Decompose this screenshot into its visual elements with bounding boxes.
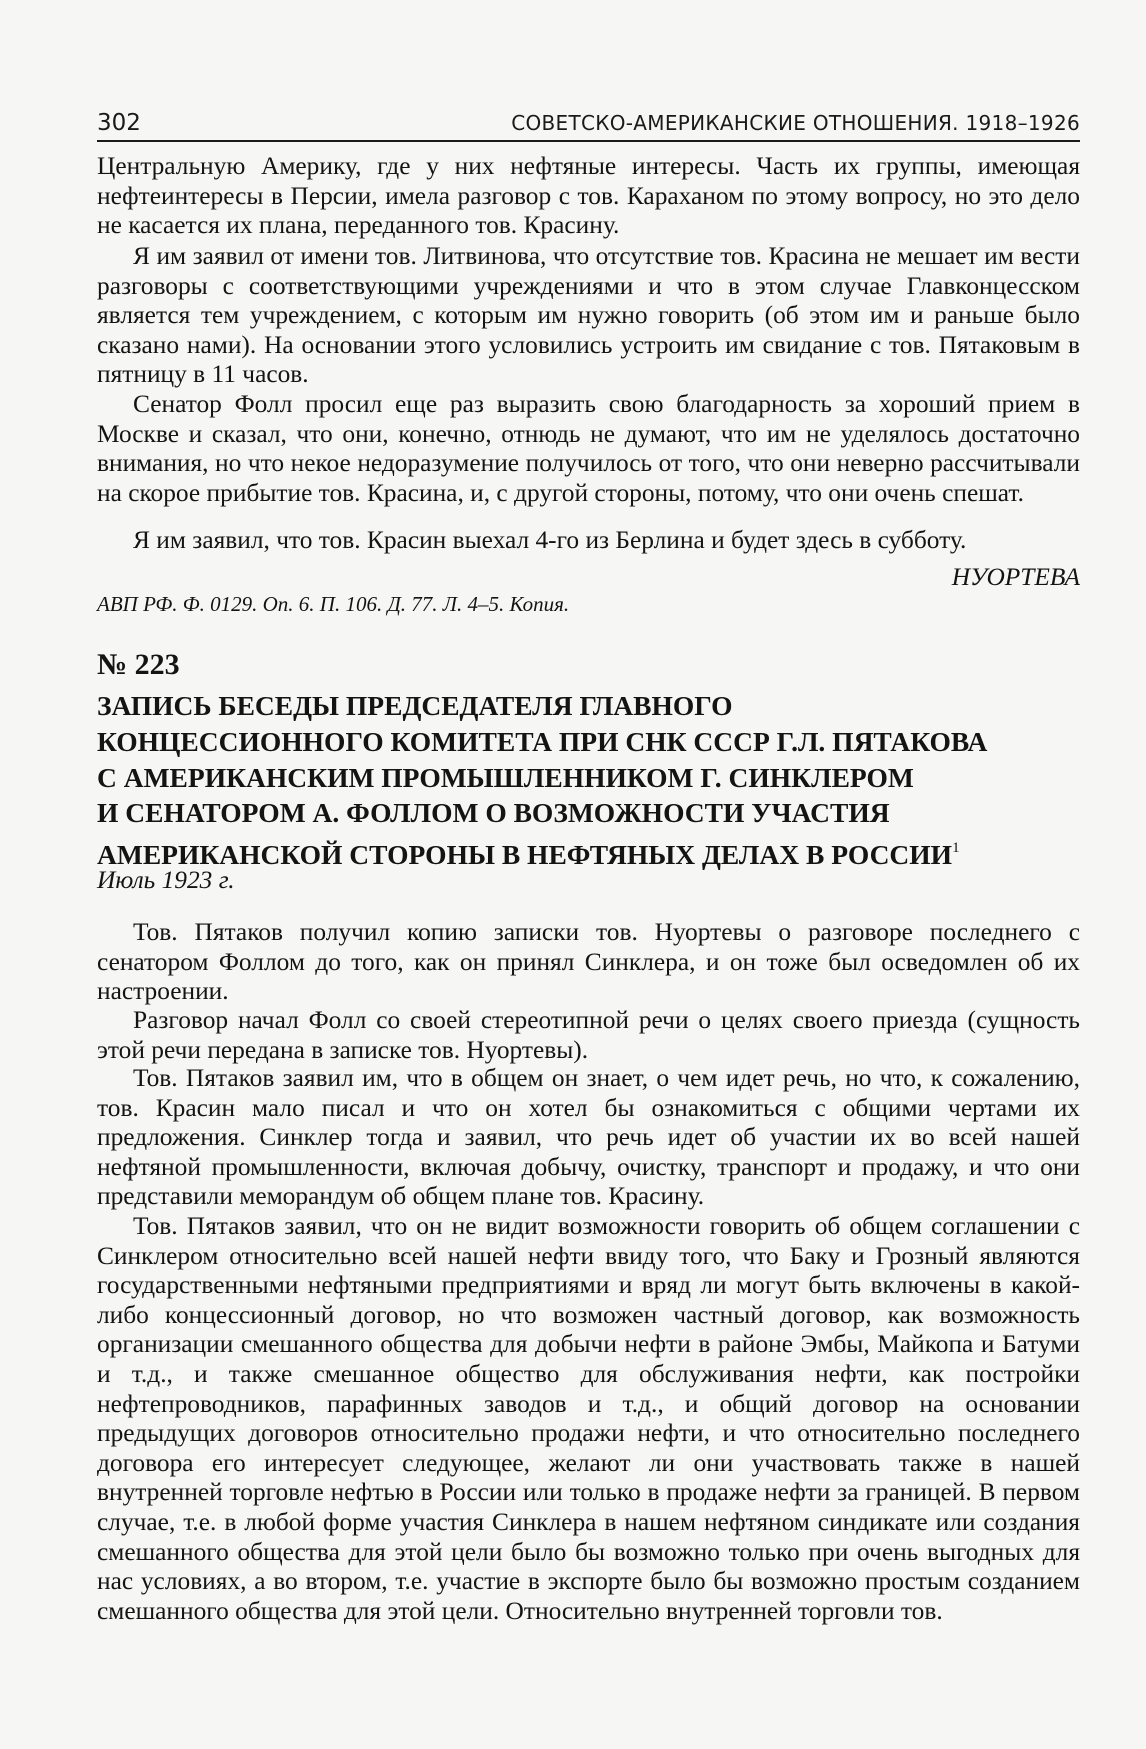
title-line: И СЕНАТОРОМ А. ФОЛЛОМ О ВОЗМОЖНОСТИ УЧАСТИЯ: [97, 797, 890, 829]
running-title: СОВЕТСКО-АМЕРИКАНСКИЕ ОТНОШЕНИЯ. 1918–1926: [511, 111, 1080, 135]
page-header: [97, 106, 1080, 142]
paragraph: Тов. Пятаков заявил, что он не видит возможности говорить об общем соглашении с Синклером относительно всей нашей нефти ввиду того, что Баку и Грозный являются государственными нефтяными предприятиями и вряд ли могут быть включены в какой-либо концессионный договор, но что возможен частный договор, как возможность организации смешанного общества для добычи нефти в районе Эмбы, Майкопа и Батуми и т.д., и также смешанное общество для обслуживания нефти, как постройки нефтепроводников, парафинных заводов и т.д., и общий договор на основании предыдущих договоров относительно продажи нефти, и что относительно последнего договора его интересует следующее, желают ли они участвовать также в нашей внутренней торговле нефтью в России или только в продаже нефти за границей. В первом случае, т.е. в любой форме участия Синклера в нашем нефтяном синдикате или создания смешанного общества для этой цели было бы возможно только при очень выгодных для нас условиях, а во втором, т.е. участие в экспорте было бы возможно простым созданием смешанного общества для этой цели. Относительно внутренней торговли тов.: [97, 1212, 1080, 1625]
paragraph: Я им заявил от имени тов. Литвинова, что отсутствие тов. Красина не мешает им вести разговоры с соответствующими учреждениями и что в этом случае Главконцесском является тем учреждением, с которым им нужно говорить (об этом им и раньше было сказано нами). На основании этого условились устроить им свидание с тов. Пятаковым в пятницу в 11 часов.: [97, 242, 1080, 389]
title-line: КОНЦЕССИОННОГО КОМИТЕТА ПРИ СНК СССР Г.Л. ПЯТАКОВА: [97, 725, 988, 757]
title-line: ЗАПИСЬ БЕСЕДЫ ПРЕДСЕДАТЕЛЯ ГЛАВНОГО: [97, 690, 733, 721]
title-line: С АМЕРИКАНСКИМ ПРОМЫШЛЕННИКОМ Г. СИНКЛЕРОМ: [97, 761, 914, 793]
paragraph: Я им заявил, что тов. Красин выехал 4-го из Берлина и будет здесь в субботу.: [133, 526, 967, 554]
title-line-text: АМЕРИКАНСКОЙ СТОРОНЫ В НЕФТЯНЫХ ДЕЛАХ В РОССИИ: [97, 839, 953, 871]
paragraph: Разговор начал Фолл со своей стереотипной речи о целях своего приезда (сущность этой речи передана в записке тов. Нуортевы).: [97, 1006, 1080, 1064]
paragraph: Тов. Пятаков получил копию записки тов. Нуортевы о разговоре последнего с сенатором Фоллом до того, как он принял Синклера, и он тоже был осведомлен об их настроении.: [97, 918, 1080, 1006]
footnote-mark: 1: [952, 840, 960, 857]
document-date: Июль 1923 г.: [97, 866, 235, 894]
page-number: 302: [97, 110, 141, 136]
archive-reference: АВП РФ. Ф. 0129. Оп. 6. П. 106. Д. 77. Л. 4–5. Копия.: [97, 592, 570, 616]
paragraph-continued: Центральную Америку, где у них нефтяные интересы. Часть их группы, имеющая нефтеинтересы в Персии, имела разговор с тов. Караханом по этому вопросу, но это дело не касается их плана, переданного тов. Красину.: [97, 152, 1080, 240]
title-line-last: [97, 831, 1087, 873]
document-title: [97, 688, 1087, 873]
document-number: № 223: [97, 648, 180, 681]
paragraph: Сенатор Фолл просил еще раз выразить свою благодарность за хороший прием в Москве и сказал, что они, конечно, отнюдь не думают, что им не уделялось достаточно внимания, но что некое недоразумение получилось от того, что они неверно рассчитывали на скорое прибытие тов. Красина, и, с другой стороны, потому, что они очень спешат.: [97, 390, 1080, 507]
paragraph: Тов. Пятаков заявил им, что в общем он знает, о чем идет речь, но что, к сожалению, тов. Красин мало писал и что он хотел бы ознакомиться с общими чертами их предложения. Синклер тогда и заявил, что речь идет об участии их во всей нашей нефтяной промышленности, включая добычу, очистку, транспорт и продажу, и что они представили меморандум об общем плане тов. Красину.: [97, 1064, 1080, 1211]
signature: НУОРТЕВА: [951, 563, 1080, 591]
